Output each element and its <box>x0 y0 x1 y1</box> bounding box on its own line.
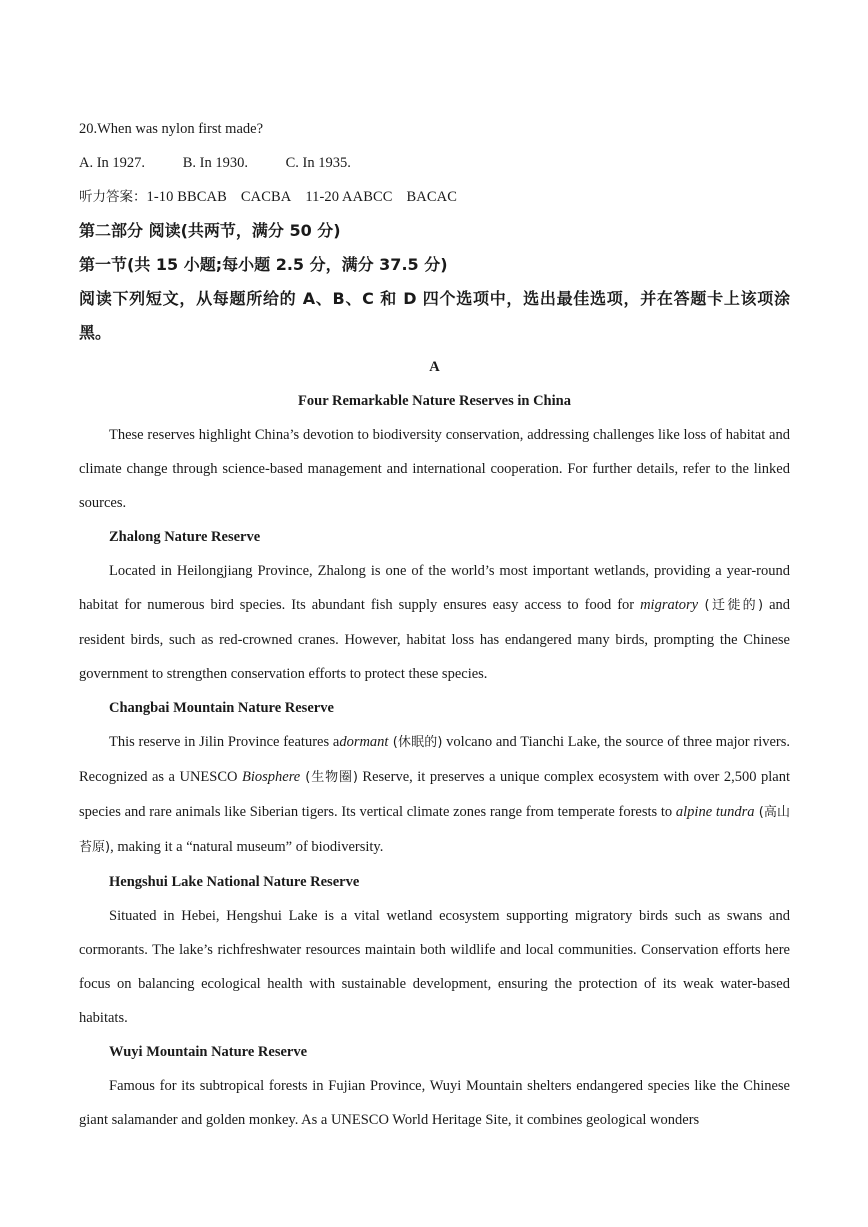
answer-code: 1-10 BBCAB <box>146 189 227 205</box>
answer-code: 11-20 AABCC <box>305 189 393 205</box>
section-heading: 第一节(共 15 小题;每小题 2.5 分，满分 37.5 分) <box>79 255 448 274</box>
passage-letter: A <box>429 359 440 375</box>
reserve-paragraph-zhalong: Located in Heilongjiang Province, Zhalong is one of the world’s most important wetlands, providing a year-round habitat for numerous bird species. Its abundant fish supply ensures easy access to food for migratory (迁徙的) and resident birds, such as red-crowned cranes. However, habitat loss has endangered many birds, prompting the Chinese government to strengthen conservation efforts to protect these species. <box>79 563 790 682</box>
instruction: 阅读下列短文，从每题所给的 A、B、C 和 D 四个选项中，选出最佳选项，并在答题卡上该项涂黑。 <box>79 289 790 342</box>
reserve-paragraph-changbai: This reserve in Jilin Province features adormant (休眠的) volcano and Tianchi Lake, the source of three major rivers. Recognized as a UNESCO Biosphere (生物圈) Reserve, it preserves a unique complex ecosystem with over 2,500 plant species and rare animals like Siberian tigers. Its vertical climate zones range from temperate forests to alpine tundra (高山苔原), making it a “natural museum” of biodiversity. <box>79 734 791 855</box>
answer-key-label: 听力答案： <box>79 189 147 205</box>
part-heading: 第二部分 阅读(共两节，满分 50 分) <box>79 221 341 240</box>
reserve-heading-changbai: Changbai Mountain Nature Reserve <box>109 700 334 716</box>
option-c: C. In 1935. <box>285 155 351 171</box>
intro-paragraph: These reserves highlight China’s devotion to biodiversity conservation, addressing challenges like loss of habitat and climate change through science-based management and international cooperation. For further details, refer to the linked sources. <box>79 427 790 511</box>
question-stem: 20.When was nylon first made? <box>79 121 264 137</box>
listening-answer-key <box>79 180 790 214</box>
question-options <box>79 146 790 180</box>
reserve-heading-wuyi: Wuyi Mountain Nature Reserve <box>109 1044 308 1060</box>
reserve-paragraph-wuyi: Famous for its subtropical forests in Fujian Province, Wuyi Mountain shelters endangered species like the Chinese giant salamander and golden monkey. As a UNESCO World Heritage Site, it combines geological wonders <box>79 1078 790 1128</box>
reserve-heading-hengshui: Hengshui Lake National Nature Reserve <box>109 874 360 890</box>
option-a: A. In 1927. <box>79 155 146 171</box>
answer-code: CACBA <box>240 189 292 205</box>
reserve-paragraph-hengshui: Situated in Hebei, Hengshui Lake is a vital wetland ecosystem supporting migratory birds such as swans and cormorants. The lake’s richfreshwater resources maintain both wildlife and local communities. Conservation efforts here focus on balancing ecological health with sustainable development, ensuring the protection of its weak water-based habitats. <box>79 908 790 1026</box>
option-b: B. In 1930. <box>182 155 248 171</box>
answer-code: BACAC <box>406 189 457 205</box>
passage-title: Four Remarkable Nature Reserves in China <box>298 393 571 409</box>
reserve-heading-zhalong: Zhalong Nature Reserve <box>109 529 261 545</box>
exam-page <box>79 112 790 1137</box>
